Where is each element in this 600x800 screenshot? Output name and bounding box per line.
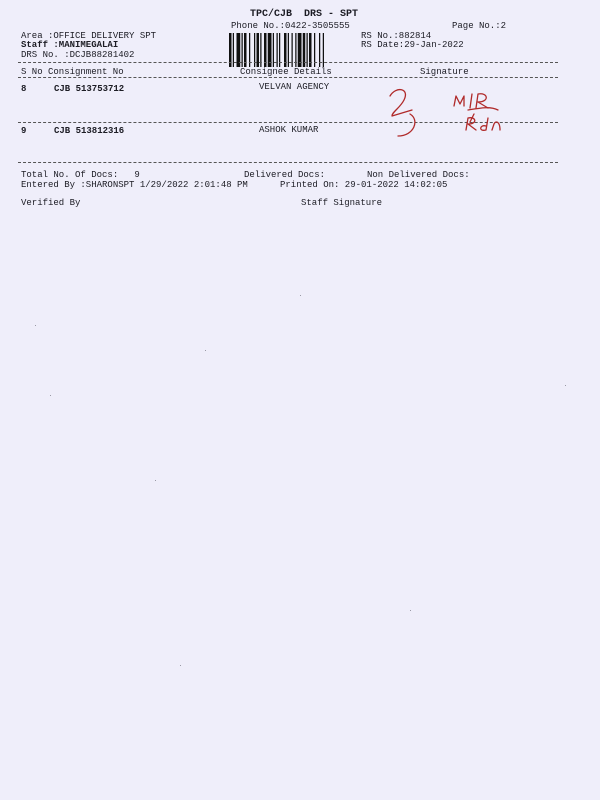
scan-speck [155, 480, 156, 481]
printed-on: Printed On: 29-01-2022 14:02:05 [280, 180, 448, 190]
col-header-sno: S No [21, 67, 43, 77]
handwritten-signature [380, 84, 510, 146]
row-sno: 9 [21, 126, 27, 136]
rs-number: RS No.:882814 [361, 31, 432, 41]
rs-date: RS Date:29-Jan-2022 [361, 40, 464, 50]
col-header-consignee: Consignee Details [240, 67, 332, 77]
scan-speck [35, 325, 36, 326]
report-title: TPC/CJB DRS - SPT [250, 9, 359, 20]
col-header-signature: Signature [420, 67, 469, 77]
drs-number: DRS No. :DCJB88281402 [21, 50, 135, 60]
row-consignment: CJB 513812316 [54, 126, 125, 136]
staff-signature: Staff Signature [301, 198, 383, 208]
staff-label: Staff :MANIMEGALAI [21, 40, 119, 50]
row-sno: 8 [21, 84, 27, 94]
non-delivered-docs: Non Delivered Docs: [367, 170, 470, 180]
col-header-consignment: Consignment No [48, 67, 124, 77]
row-consignment: CJB 513753712 [54, 84, 125, 94]
phone-number: Phone No.:0422-3505555 [231, 21, 350, 31]
footer-rule [18, 162, 558, 163]
scan-speck [50, 395, 51, 396]
delivered-docs: Delivered Docs: [244, 170, 326, 180]
scan-speck [205, 350, 206, 351]
header-rule [18, 62, 558, 63]
entered-by: Entered By :SHARONSPT 1/29/2022 2:01:48 PM [21, 180, 248, 190]
total-docs: Total No. Of Docs: 9 [21, 170, 140, 180]
scan-speck [565, 385, 566, 386]
row-consignee: ASHOK KUMAR [259, 125, 319, 135]
row-consignee: VELVAN AGENCY [259, 82, 330, 92]
scan-speck [180, 665, 181, 666]
scan-speck [410, 610, 411, 611]
scan-speck [300, 295, 301, 296]
page-number: Page No.:2 [452, 21, 507, 31]
verified-by: Verified By [21, 198, 81, 208]
area-label: Area :OFFICE DELIVERY SPT [21, 31, 157, 41]
columns-rule [18, 77, 558, 78]
